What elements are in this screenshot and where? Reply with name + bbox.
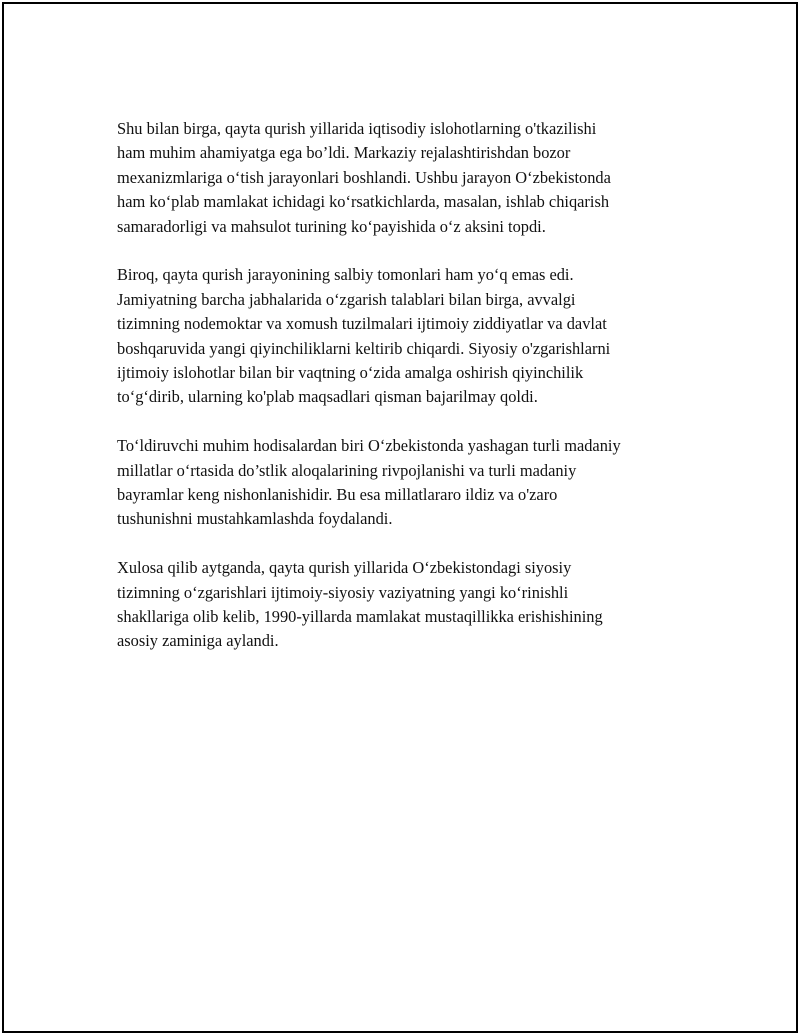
paragraph-negative-aspects: Biroq, qayta qurish jarayonining salbiy tomonlari ham yo‘q emas edi. Jamiyatning barcha jabhalarida o‘zgarish talablari bilan birga, avvalgi tizimning nodemoktar va xomush tuzilmalari ijtimoiy ziddiyatlar va davlat boshqaruvida yangi qiyinchiliklarni keltirib chiqardi. Siyosiy o'zgarishlarni ijtimoiy islohotlar bilan bir vaqtning o‘zida amalga oshirish qiyinchilik to‘g‘dirib, ularning ko'plab maqsadlari qisman bajarilmay qoldi. [117,265,611,407]
paragraph-friendship-relations: To‘ldiruvchi muhim hodisalardan biri O‘zbekistonda yashagan turli madaniy millatlar o‘rtasida do’stlik aloqalarining rivpojlanishi va turli madaniy bayramlar keng nishonlanishidir. Bu esa millatlararo ildiz va o'zaro tushunishni mustahkamlashda foydalandi. [117,436,621,529]
paragraph-economic-reforms: Shu bilan birga, qayta qurish yillarida iqtisodiy islohotlarning o'tkazilishi ham muhim ahamiyatga ega bo’ldi. Markaziy rejalashtirishdan bozor mexanizmlariga o‘tish jarayonlari boshlandi. Ushbu jarayon O‘zbekistonda ham ko‘plab mamlakat ichidagi ko‘rsatkichlarda, masalan, ishlab chiqarish samaradorligi va mahsulot turining ko‘payishida o‘z aksini topdi. [117,119,611,236]
document-body [117,117,697,678]
paragraph-conclusion: Xulosa qilib aytganda, qayta qurish yillarida O‘zbekistondagi siyosiy tizimning o‘zgarishlari ijtimoiy-siyosiy vaziyatning yangi ko‘rinishli shakllariga olib kelib, 1990-yillarda mamlakat mustaqillikka erishishining asosiy zaminiga aylandi. [117,558,603,651]
